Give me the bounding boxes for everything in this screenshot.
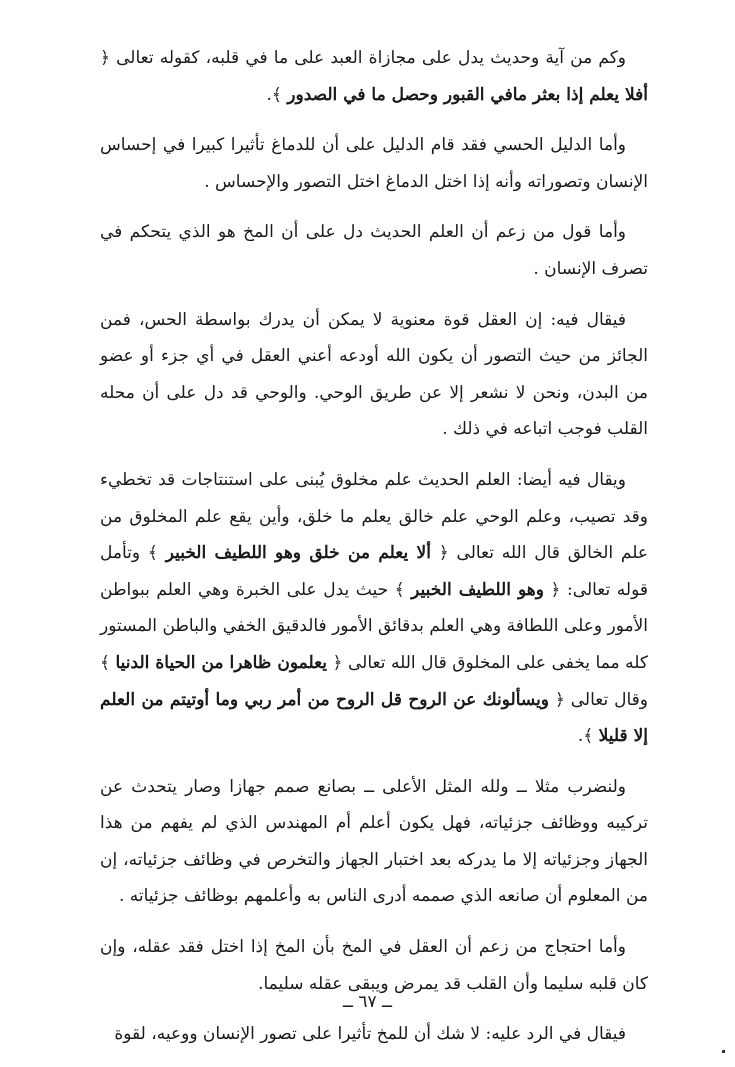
paragraph-5 [100, 462, 648, 755]
text-run: ﴾. [266, 84, 288, 105]
paragraph-6 [100, 769, 648, 915]
quran-verse: يعلمون ظاهرا من الحياة الدنيا [115, 652, 328, 673]
page-number: ــ ٦٧ ــ [342, 992, 392, 1012]
text-run: ﴾ حيث يدل على الخبرة وهي العلم ببواطن الأمور وعلى اللطافة وهي العلم بدقائق الأمور فالدقيق الخفي والباطن المستور كله مما يخفى على المخلوق قال الله تعالى ﴿ [100, 579, 649, 673]
text-run: ولنضرب مثلا ــ ولله المثل الأعلى ــ بصانع صمم جهازا وصار يتحدث عن تركيبه ووظائف جزئياته، فهل يكون أعلم أم المهندس الذي لم يفهم من هذا الجهاز وجزئياته إلا ما يدركه بعد اختبار الجهاز والتخرص في وظائف جزئياته، إن من المعلوم أن صانعه الذي صممه أدرى الناس به وأعلمهم بوظائف جزئياته . [100, 776, 648, 907]
paragraph-2 [100, 127, 648, 200]
quran-verse: ألا يعلم من خلق وهو اللطيف الخبير [165, 543, 431, 564]
text-run: ويقال فيه أيضا: العلم الحديث علم مخلوق يُبنى على استنتاجات قد تخطيء وقد تصيب، وعلم الوحي علم خالق يعلم ما خلق، وأين يقع علم المخلوق من علم الخالق قال الله تعالى ﴿ [100, 469, 649, 564]
paragraph-1 [100, 40, 648, 113]
text-run: فيقال فيه: إن العقل قوة معنوية لا يمكن أن يدرك بواسطة الحس، فمن الجائز من حيث التصور أن يكون الله أودعه أعني العقل في أي جزء أو عضو من البدن، ونحن لا نشعر إلا عن طريق الوحي. والوحي قد دل على أن محله القلب فوجب اتباعه في ذلك . [100, 309, 648, 440]
text-run: وأما الدليل الحسي فقد قام الدليل على أن للدماغ تأثيرا كبيرا في إحساس الإنسان وتصوراته وأنه إذا اختل الدماغ اختل التصور والإحساس . [100, 135, 648, 192]
paragraph-4 [100, 302, 648, 448]
text-run: ﴾ وقال تعالى ﴿ [100, 652, 648, 710]
scan-mark [722, 1050, 725, 1053]
page-body [100, 40, 648, 1067]
text-run: ﴾ وتأمل قوله تعالى: ﴿ [100, 543, 648, 600]
text-run: وكم من آية وحديث يدل على مجازاة العبد على ما في قلبه، كقوله تعالى ﴿ [100, 48, 626, 68]
paragraph-3 [100, 214, 648, 287]
quran-verse: أفلا يعلم إذا بعثر مافي القبور وحصل ما في الصدور [287, 84, 648, 105]
quran-verse: وهو اللطيف الخبير [411, 579, 544, 600]
quran-verse: ويسألونك عن الروح قل الروح من أمر ربي وما أوتيتم من العلم إلا قليلا [100, 689, 648, 747]
text-run: وأما قول من زعم أن العلم الحديث دل على أن المخ هو الذي يتحكم في تصرف الإنسان . [100, 222, 648, 279]
text-run: ﴾. [577, 726, 599, 747]
text-run: وأما احتجاج من زعم أن العقل في المخ بأن المخ إذا اختل فقد عقله، وإن كان قلبه سليما وأن القلب قد يمرض ويبقى عقله سليما. [100, 937, 648, 994]
text-run: فيقال في الرد عليه: لا شك أن للمخ تأثيرا على تصور الإنسان ووعيه، لقوة [114, 1024, 626, 1045]
paragraph-8 [100, 1016, 648, 1053]
